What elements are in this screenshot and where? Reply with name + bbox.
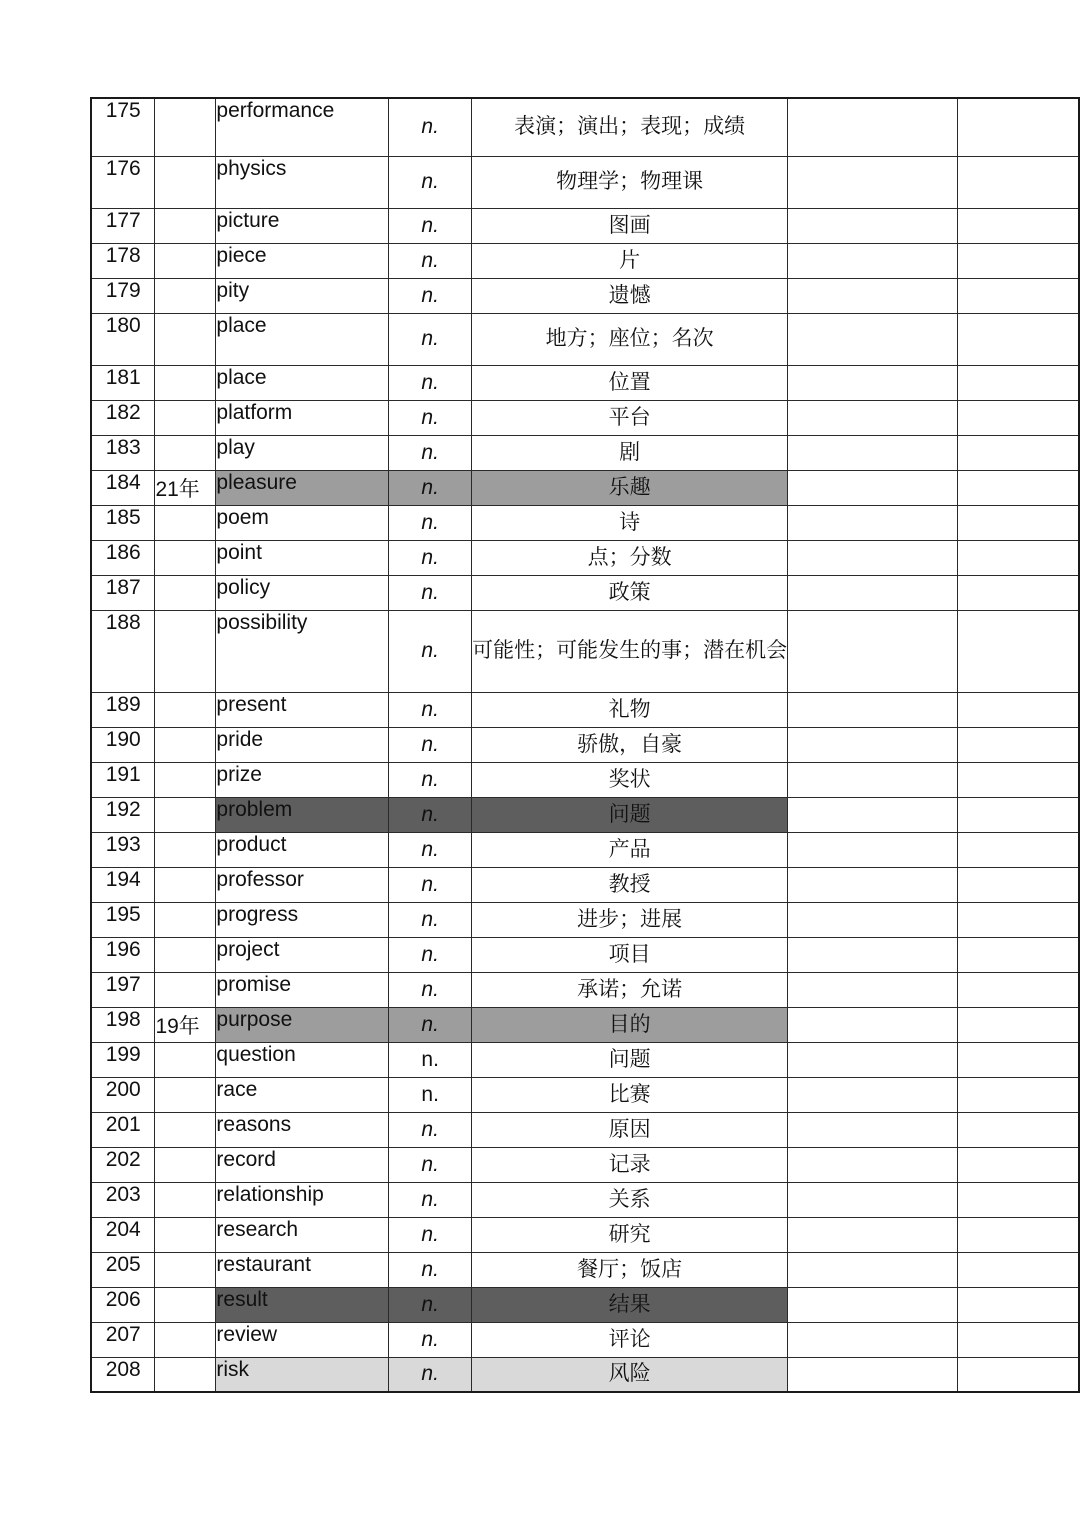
word-cell: risk bbox=[216, 1357, 389, 1392]
row-number-cell: 180 bbox=[91, 313, 155, 365]
part-of-speech-cell: n. bbox=[389, 867, 472, 902]
table-row bbox=[91, 727, 1079, 762]
empty-cell bbox=[788, 1112, 958, 1147]
word-cell: progress bbox=[216, 902, 389, 937]
table-row bbox=[91, 867, 1079, 902]
exam-year-cell bbox=[155, 1077, 216, 1112]
word-cell: research bbox=[216, 1217, 389, 1252]
word-cell: race bbox=[216, 1077, 389, 1112]
part-of-speech-cell: n. bbox=[389, 832, 472, 867]
empty-cell bbox=[957, 797, 1079, 832]
meaning-cell: 结果 bbox=[472, 1287, 788, 1322]
part-of-speech-cell: n. bbox=[389, 313, 472, 365]
part-of-speech-cell: n. bbox=[389, 972, 472, 1007]
empty-cell bbox=[788, 540, 958, 575]
part-of-speech-cell: n. bbox=[389, 1147, 472, 1182]
part-of-speech-cell: n. bbox=[389, 575, 472, 610]
word-cell: pleasure bbox=[216, 470, 389, 505]
exam-year-cell bbox=[155, 1182, 216, 1217]
empty-cell bbox=[957, 313, 1079, 365]
empty-cell bbox=[788, 1252, 958, 1287]
word-cell: purpose bbox=[216, 1007, 389, 1042]
empty-cell bbox=[788, 243, 958, 278]
row-number-cell: 207 bbox=[91, 1322, 155, 1357]
exam-year-cell bbox=[155, 98, 216, 156]
word-cell: reasons bbox=[216, 1112, 389, 1147]
exam-year-cell bbox=[155, 1147, 216, 1182]
empty-cell bbox=[957, 470, 1079, 505]
word-cell: performance bbox=[216, 98, 389, 156]
meaning-cell: 教授 bbox=[472, 867, 788, 902]
word-cell: pride bbox=[216, 727, 389, 762]
meaning-cell: 礼物 bbox=[472, 692, 788, 727]
empty-cell bbox=[788, 1287, 958, 1322]
part-of-speech-cell: n. bbox=[389, 156, 472, 208]
row-number-cell: 192 bbox=[91, 797, 155, 832]
meaning-cell: 可能性；可能发生的事；潜在机会 bbox=[472, 610, 788, 692]
part-of-speech-cell: n. bbox=[389, 365, 472, 400]
empty-cell bbox=[957, 1007, 1079, 1042]
meaning-cell: 餐厅；饭店 bbox=[472, 1252, 788, 1287]
empty-cell bbox=[957, 1182, 1079, 1217]
word-cell: restaurant bbox=[216, 1252, 389, 1287]
word-cell: possibility bbox=[216, 610, 389, 692]
table-row bbox=[91, 1077, 1079, 1112]
meaning-cell: 研究 bbox=[472, 1217, 788, 1252]
word-cell: point bbox=[216, 540, 389, 575]
empty-cell bbox=[957, 400, 1079, 435]
row-number-cell: 208 bbox=[91, 1357, 155, 1392]
empty-cell bbox=[788, 1007, 958, 1042]
empty-cell bbox=[957, 692, 1079, 727]
table-row bbox=[91, 400, 1079, 435]
meaning-cell: 问题 bbox=[472, 1042, 788, 1077]
table-row bbox=[91, 1042, 1079, 1077]
vocabulary-table-body bbox=[91, 98, 1079, 1392]
meaning-cell: 骄傲，自豪 bbox=[472, 727, 788, 762]
meaning-cell: 关系 bbox=[472, 1182, 788, 1217]
word-cell: professor bbox=[216, 867, 389, 902]
empty-cell bbox=[788, 832, 958, 867]
row-number-cell: 199 bbox=[91, 1042, 155, 1077]
empty-cell bbox=[957, 1287, 1079, 1322]
exam-year-cell bbox=[155, 902, 216, 937]
part-of-speech-cell: n. bbox=[389, 902, 472, 937]
empty-cell bbox=[957, 1112, 1079, 1147]
part-of-speech-cell: n. bbox=[389, 692, 472, 727]
empty-cell bbox=[788, 435, 958, 470]
meaning-cell: 片 bbox=[472, 243, 788, 278]
part-of-speech-cell: n. bbox=[389, 1077, 472, 1112]
empty-cell bbox=[957, 243, 1079, 278]
row-number-cell: 190 bbox=[91, 727, 155, 762]
word-cell: platform bbox=[216, 400, 389, 435]
row-number-cell: 200 bbox=[91, 1077, 155, 1112]
table-row bbox=[91, 1357, 1079, 1392]
meaning-cell: 评论 bbox=[472, 1322, 788, 1357]
word-cell: play bbox=[216, 435, 389, 470]
table-row bbox=[91, 435, 1079, 470]
word-cell: review bbox=[216, 1322, 389, 1357]
part-of-speech-cell: n. bbox=[389, 1042, 472, 1077]
meaning-cell: 记录 bbox=[472, 1147, 788, 1182]
empty-cell bbox=[957, 610, 1079, 692]
row-number-cell: 188 bbox=[91, 610, 155, 692]
part-of-speech-cell: n. bbox=[389, 98, 472, 156]
table-row bbox=[91, 208, 1079, 243]
empty-cell bbox=[957, 1077, 1079, 1112]
empty-cell bbox=[957, 1252, 1079, 1287]
part-of-speech-cell: n. bbox=[389, 540, 472, 575]
empty-cell bbox=[788, 1182, 958, 1217]
table-row bbox=[91, 692, 1079, 727]
meaning-cell: 物理学；物理课 bbox=[472, 156, 788, 208]
empty-cell bbox=[788, 1217, 958, 1252]
exam-year-cell bbox=[155, 243, 216, 278]
word-cell: physics bbox=[216, 156, 389, 208]
meaning-cell: 表演；演出；表现；成绩 bbox=[472, 98, 788, 156]
word-cell: question bbox=[216, 1042, 389, 1077]
row-number-cell: 175 bbox=[91, 98, 155, 156]
table-row bbox=[91, 762, 1079, 797]
exam-year-cell bbox=[155, 435, 216, 470]
meaning-cell: 问题 bbox=[472, 797, 788, 832]
word-cell: picture bbox=[216, 208, 389, 243]
table-row bbox=[91, 575, 1079, 610]
part-of-speech-cell: n. bbox=[389, 937, 472, 972]
empty-cell bbox=[788, 365, 958, 400]
row-number-cell: 184 bbox=[91, 470, 155, 505]
word-cell: place bbox=[216, 365, 389, 400]
empty-cell bbox=[788, 505, 958, 540]
empty-cell bbox=[957, 937, 1079, 972]
empty-cell bbox=[957, 1042, 1079, 1077]
table-row bbox=[91, 1182, 1079, 1217]
empty-cell bbox=[957, 1357, 1079, 1392]
word-cell: record bbox=[216, 1147, 389, 1182]
exam-year-cell bbox=[155, 156, 216, 208]
exam-year-cell bbox=[155, 762, 216, 797]
exam-year-cell: 19年 bbox=[155, 1007, 216, 1042]
part-of-speech-cell: n. bbox=[389, 208, 472, 243]
vocabulary-table bbox=[90, 97, 1080, 1393]
empty-cell bbox=[788, 470, 958, 505]
row-number-cell: 197 bbox=[91, 972, 155, 1007]
part-of-speech-cell: n. bbox=[389, 243, 472, 278]
part-of-speech-cell: n. bbox=[389, 400, 472, 435]
empty-cell bbox=[788, 1077, 958, 1112]
empty-cell bbox=[957, 278, 1079, 313]
empty-cell bbox=[957, 435, 1079, 470]
word-cell: problem bbox=[216, 797, 389, 832]
part-of-speech-cell: n. bbox=[389, 610, 472, 692]
meaning-cell: 进步；进展 bbox=[472, 902, 788, 937]
table-row bbox=[91, 365, 1079, 400]
table-row bbox=[91, 1287, 1079, 1322]
exam-year-cell bbox=[155, 575, 216, 610]
empty-cell bbox=[788, 692, 958, 727]
empty-cell bbox=[957, 727, 1079, 762]
table-row bbox=[91, 832, 1079, 867]
empty-cell bbox=[788, 208, 958, 243]
table-row bbox=[91, 1322, 1079, 1357]
part-of-speech-cell: n. bbox=[389, 1322, 472, 1357]
word-cell: result bbox=[216, 1287, 389, 1322]
meaning-cell: 原因 bbox=[472, 1112, 788, 1147]
word-cell: policy bbox=[216, 575, 389, 610]
table-row bbox=[91, 610, 1079, 692]
row-number-cell: 191 bbox=[91, 762, 155, 797]
table-row bbox=[91, 902, 1079, 937]
word-cell: project bbox=[216, 937, 389, 972]
row-number-cell: 179 bbox=[91, 278, 155, 313]
word-cell: prize bbox=[216, 762, 389, 797]
table-row bbox=[91, 98, 1079, 156]
empty-cell bbox=[788, 727, 958, 762]
table-row bbox=[91, 470, 1079, 505]
empty-cell bbox=[957, 365, 1079, 400]
table-row bbox=[91, 540, 1079, 575]
part-of-speech-cell: n. bbox=[389, 435, 472, 470]
exam-year-cell bbox=[155, 208, 216, 243]
exam-year-cell bbox=[155, 313, 216, 365]
empty-cell bbox=[957, 832, 1079, 867]
exam-year-cell bbox=[155, 867, 216, 902]
empty-cell bbox=[788, 156, 958, 208]
row-number-cell: 203 bbox=[91, 1182, 155, 1217]
empty-cell bbox=[957, 98, 1079, 156]
exam-year-cell bbox=[155, 1217, 216, 1252]
exam-year-cell bbox=[155, 832, 216, 867]
table-row bbox=[91, 1112, 1079, 1147]
row-number-cell: 186 bbox=[91, 540, 155, 575]
part-of-speech-cell: n. bbox=[389, 1217, 472, 1252]
empty-cell bbox=[788, 972, 958, 1007]
part-of-speech-cell: n. bbox=[389, 278, 472, 313]
part-of-speech-cell: n. bbox=[389, 1182, 472, 1217]
empty-cell bbox=[957, 972, 1079, 1007]
empty-cell bbox=[957, 156, 1079, 208]
row-number-cell: 202 bbox=[91, 1147, 155, 1182]
exam-year-cell bbox=[155, 610, 216, 692]
exam-year-cell bbox=[155, 797, 216, 832]
meaning-cell: 位置 bbox=[472, 365, 788, 400]
empty-cell bbox=[788, 313, 958, 365]
row-number-cell: 185 bbox=[91, 505, 155, 540]
table-row bbox=[91, 313, 1079, 365]
table-row bbox=[91, 505, 1079, 540]
row-number-cell: 198 bbox=[91, 1007, 155, 1042]
table-row bbox=[91, 1217, 1079, 1252]
empty-cell bbox=[788, 1357, 958, 1392]
exam-year-cell bbox=[155, 937, 216, 972]
row-number-cell: 193 bbox=[91, 832, 155, 867]
meaning-cell: 项目 bbox=[472, 937, 788, 972]
empty-cell bbox=[957, 867, 1079, 902]
part-of-speech-cell: n. bbox=[389, 1252, 472, 1287]
word-cell: promise bbox=[216, 972, 389, 1007]
exam-year-cell bbox=[155, 1357, 216, 1392]
empty-cell bbox=[788, 937, 958, 972]
empty-cell bbox=[788, 1322, 958, 1357]
part-of-speech-cell: n. bbox=[389, 797, 472, 832]
empty-cell bbox=[957, 902, 1079, 937]
row-number-cell: 201 bbox=[91, 1112, 155, 1147]
table-row bbox=[91, 1007, 1079, 1042]
word-cell: relationship bbox=[216, 1182, 389, 1217]
table-row bbox=[91, 156, 1079, 208]
meaning-cell: 图画 bbox=[472, 208, 788, 243]
table-row bbox=[91, 972, 1079, 1007]
empty-cell bbox=[788, 902, 958, 937]
exam-year-cell bbox=[155, 1287, 216, 1322]
word-cell: poem bbox=[216, 505, 389, 540]
meaning-cell: 比赛 bbox=[472, 1077, 788, 1112]
meaning-cell: 产品 bbox=[472, 832, 788, 867]
exam-year-cell bbox=[155, 727, 216, 762]
meaning-cell: 乐趣 bbox=[472, 470, 788, 505]
table-row bbox=[91, 797, 1079, 832]
empty-cell bbox=[957, 1147, 1079, 1182]
meaning-cell: 平台 bbox=[472, 400, 788, 435]
row-number-cell: 204 bbox=[91, 1217, 155, 1252]
row-number-cell: 195 bbox=[91, 902, 155, 937]
row-number-cell: 181 bbox=[91, 365, 155, 400]
meaning-cell: 目的 bbox=[472, 1007, 788, 1042]
meaning-cell: 承诺；允诺 bbox=[472, 972, 788, 1007]
row-number-cell: 194 bbox=[91, 867, 155, 902]
meaning-cell: 诗 bbox=[472, 505, 788, 540]
empty-cell bbox=[957, 1217, 1079, 1252]
exam-year-cell bbox=[155, 1042, 216, 1077]
word-cell: present bbox=[216, 692, 389, 727]
table-row bbox=[91, 278, 1079, 313]
exam-year-cell: 21年 bbox=[155, 470, 216, 505]
row-number-cell: 206 bbox=[91, 1287, 155, 1322]
row-number-cell: 196 bbox=[91, 937, 155, 972]
meaning-cell: 政策 bbox=[472, 575, 788, 610]
part-of-speech-cell: n. bbox=[389, 505, 472, 540]
row-number-cell: 177 bbox=[91, 208, 155, 243]
part-of-speech-cell: n. bbox=[389, 1357, 472, 1392]
empty-cell bbox=[957, 575, 1079, 610]
part-of-speech-cell: n. bbox=[389, 1287, 472, 1322]
empty-cell bbox=[788, 575, 958, 610]
part-of-speech-cell: n. bbox=[389, 762, 472, 797]
empty-cell bbox=[788, 98, 958, 156]
word-cell: pity bbox=[216, 278, 389, 313]
row-number-cell: 189 bbox=[91, 692, 155, 727]
row-number-cell: 182 bbox=[91, 400, 155, 435]
word-cell: piece bbox=[216, 243, 389, 278]
exam-year-cell bbox=[155, 505, 216, 540]
row-number-cell: 183 bbox=[91, 435, 155, 470]
empty-cell bbox=[788, 1042, 958, 1077]
empty-cell bbox=[788, 762, 958, 797]
row-number-cell: 205 bbox=[91, 1252, 155, 1287]
row-number-cell: 178 bbox=[91, 243, 155, 278]
part-of-speech-cell: n. bbox=[389, 1112, 472, 1147]
word-cell: product bbox=[216, 832, 389, 867]
exam-year-cell bbox=[155, 540, 216, 575]
part-of-speech-cell: n. bbox=[389, 727, 472, 762]
exam-year-cell bbox=[155, 1112, 216, 1147]
meaning-cell: 遗憾 bbox=[472, 278, 788, 313]
empty-cell bbox=[957, 208, 1079, 243]
meaning-cell: 风险 bbox=[472, 1357, 788, 1392]
table-row bbox=[91, 937, 1079, 972]
empty-cell bbox=[957, 540, 1079, 575]
empty-cell bbox=[957, 762, 1079, 797]
meaning-cell: 奖状 bbox=[472, 762, 788, 797]
part-of-speech-cell: n. bbox=[389, 1007, 472, 1042]
empty-cell bbox=[788, 797, 958, 832]
exam-year-cell bbox=[155, 692, 216, 727]
exam-year-cell bbox=[155, 1252, 216, 1287]
empty-cell bbox=[788, 278, 958, 313]
exam-year-cell bbox=[155, 1322, 216, 1357]
table-row bbox=[91, 1147, 1079, 1182]
meaning-cell: 剧 bbox=[472, 435, 788, 470]
empty-cell bbox=[788, 867, 958, 902]
empty-cell bbox=[788, 610, 958, 692]
word-cell: place bbox=[216, 313, 389, 365]
row-number-cell: 176 bbox=[91, 156, 155, 208]
table-row bbox=[91, 1252, 1079, 1287]
exam-year-cell bbox=[155, 972, 216, 1007]
empty-cell bbox=[788, 1147, 958, 1182]
empty-cell bbox=[957, 1322, 1079, 1357]
empty-cell bbox=[957, 505, 1079, 540]
exam-year-cell bbox=[155, 278, 216, 313]
meaning-cell: 地方；座位；名次 bbox=[472, 313, 788, 365]
meaning-cell: 点；分数 bbox=[472, 540, 788, 575]
exam-year-cell bbox=[155, 365, 216, 400]
exam-year-cell bbox=[155, 400, 216, 435]
table-row bbox=[91, 243, 1079, 278]
row-number-cell: 187 bbox=[91, 575, 155, 610]
part-of-speech-cell: n. bbox=[389, 470, 472, 505]
empty-cell bbox=[788, 400, 958, 435]
